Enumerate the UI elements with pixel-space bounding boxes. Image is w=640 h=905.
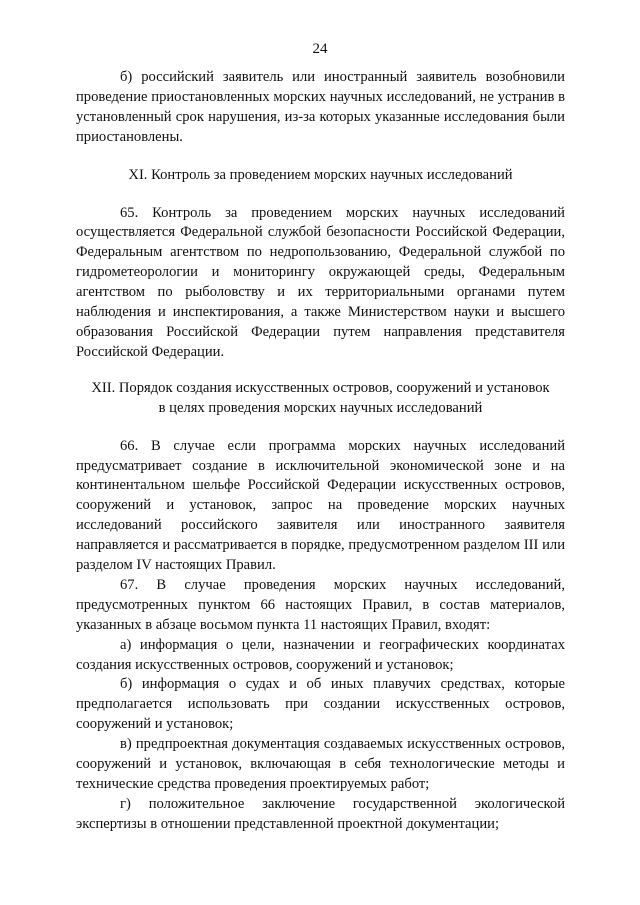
paragraph-65: 65. Контроль за проведением морских научных исследований осуществляется Федеральной службой безопасности Российской Федерации, Федеральным агентством по недропользованию, Федеральной службой по гидрометеорологии и мониторингу окружающей среды, Федеральным агентством по рыболовству и их территориальными органами путем наблюдения и инспектирования, а также Министерством науки и высшего образования Российской Федерации путем направления представителя Российской Федерации. bbox=[76, 204, 565, 360]
paragraph-67-a: а) информация о цели, назначении и географических координатах создания искусственных островов, сооружений и установок; bbox=[76, 636, 565, 673]
paragraph-67-g: г) положительное заключение государственной экологической экспертизы в отношении представленной проектной документации; bbox=[76, 795, 565, 832]
section-xi-heading: XI. Контроль за проведением морских научных исследований bbox=[128, 166, 513, 183]
section-xii-heading-line1: XII. Порядок создания искусственных островов, сооружений и установок bbox=[91, 379, 550, 396]
document-body bbox=[76, 68, 565, 835]
paragraph-67: 67. В случае проведения морских научных исследований, предусмотренных пунктом 66 настоящих Правил, в состав материалов, указанных в абзаце восьмом пункта 11 настоящих Правил, входят: bbox=[76, 576, 565, 633]
section-xii-heading-line2: в целях проведения морских научных исследований bbox=[158, 399, 483, 416]
paragraph-66: 66. В случае если программа морских научных исследований предусматривает создание в исключительной экономической зоне и на континентальном шельфе Российской Федерации искусственных островов, сооружений и установок, запрос на проведение морских научных исследований российского заявителя или иностранного заявителя направляется и рассматривается в порядке, предусмотренном разделом III или разделом IV настоящих Правил. bbox=[76, 437, 565, 574]
paragraph-67-b: б) информация о судах и об иных плавучих средствах, которые предполагается использовать при создании искусственных островов, сооружений и установок; bbox=[76, 676, 565, 733]
paragraph-67-v: в) предпроектная документация создаваемых искусственных островов, сооружений и установок, включающая в себя технологические методы и технические средства проведения проектируемых работ; bbox=[76, 736, 565, 792]
page-number: 24 bbox=[312, 41, 328, 57]
item-b-continuation: б) российский заявитель или иностранный заявитель возобновили проведение приостановленных морских научных исследований, не устранив в установленный срок нарушения, из-за которых указанные исследования были приостановлены. bbox=[76, 69, 565, 145]
